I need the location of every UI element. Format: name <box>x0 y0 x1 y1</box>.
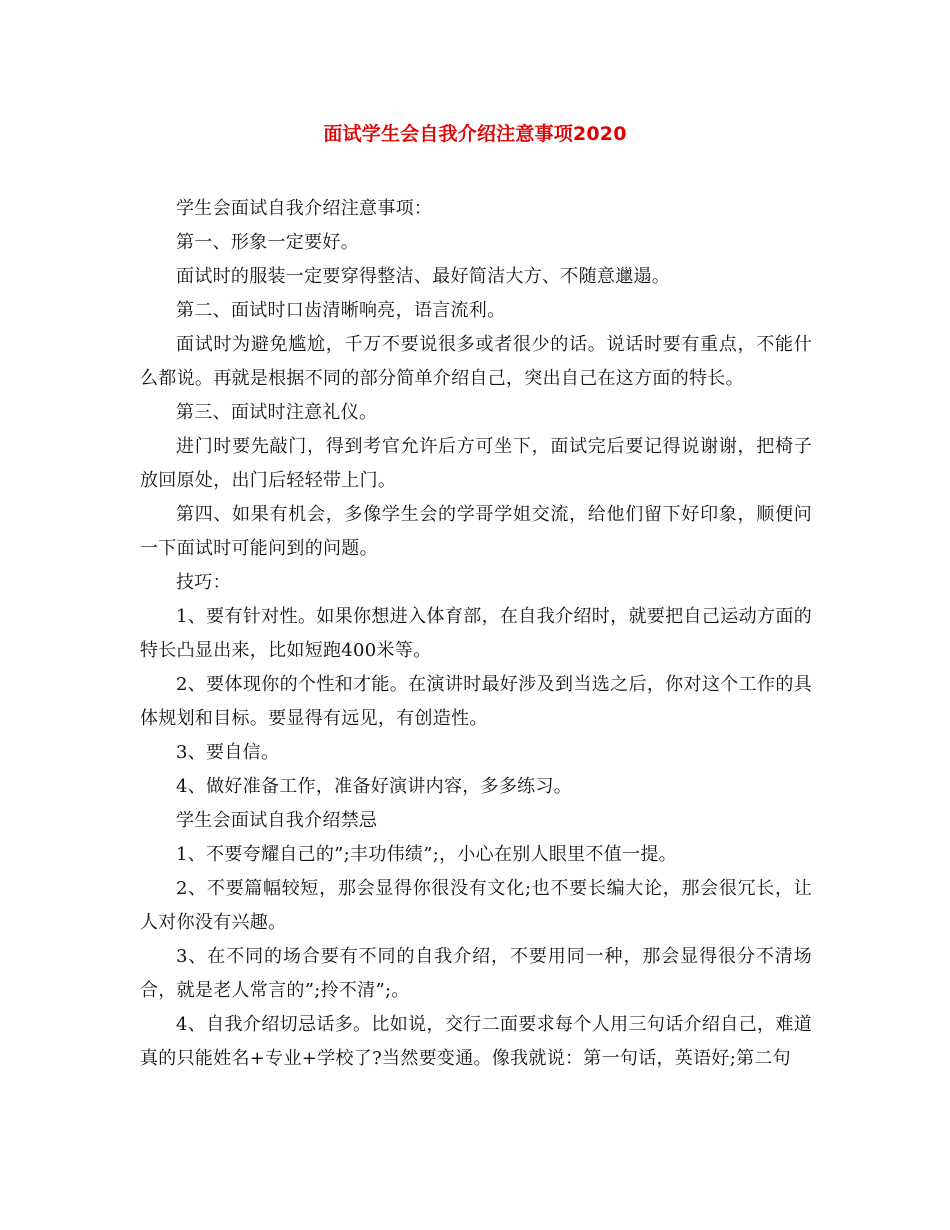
paragraph-tip-4: 4、做好准备工作，准备好演讲内容，多多练习。 <box>176 776 573 797</box>
paragraph-tip-1: 1、要有针对性。如果你想进入体育部，在自我介绍时，就要把自己运动方面的特长凸显出来，比如短跑400米等。 <box>140 606 812 661</box>
paragraph-taboo-3: 3、在不同的场合要有不同的自我介绍，不要用同一种，那会显得很分不清场合，就是老人常言的”;拎不清”;。 <box>140 946 812 1001</box>
paragraph-taboo-1: 1、不要夸耀自己的”;丰功伟绩”;，小心在别人眼里不值一提。 <box>176 844 677 865</box>
paragraph-point-1-detail: 面试时的服装一定要穿得整洁、最好简洁大方、不随意邋遢。 <box>176 266 671 287</box>
paragraph-point-2-detail: 面试时为避免尴尬，千万不要说很多或者很少的话。说话时要有重点，不能什么都说。再就是根据不同的部分简单介绍自己，突出自己在这方面的特长。 <box>140 334 812 389</box>
paragraph-taboo-4: 4、自我介绍切忌话多。比如说，交行二面要求每个人用三句话介绍自己，难道真的只能姓名+专业+学校了?当然要变通。像我就说：第一句话，英语好;第二句 <box>140 1014 812 1069</box>
paragraph-tip-3: 3、要自信。 <box>176 742 280 763</box>
paragraph-point-3-detail: 进门时要先敲门，得到考官允许后方可坐下，面试完后要记得说谢谢，把椅子放回原处，出门后轻轻带上门。 <box>140 436 812 491</box>
paragraph-tips-heading: 技巧： <box>176 572 231 593</box>
paragraph-point-1: 第一、形象一定要好。 <box>176 232 359 253</box>
paragraph-point-4: 第四、如果有机会，多像学生会的学哥学姐交流，给他们留下好印象，顺便问一下面试时可能问到的问题。 <box>140 504 812 559</box>
paragraph-taboo-heading: 学生会面试自我介绍禁忌 <box>176 810 378 831</box>
document-title: 面试学生会自我介绍注意事项2020 <box>323 123 627 145</box>
document-body <box>140 192 812 1076</box>
paragraph-point-2: 第二、面试时口齿清晰响亮，语言流利。 <box>176 300 506 321</box>
paragraph-intro: 学生会面试自我介绍注意事项： <box>176 198 433 219</box>
paragraph-tip-2: 2、要体现你的个性和才能。在演讲时最好涉及到当选之后，你对这个工作的具体规划和目标。要显得有远见，有创造性。 <box>140 674 812 729</box>
paragraph-taboo-2: 2、不要篇幅较短，那会显得你很没有文化;也不要长编大论，那会很冗长，让人对你没有兴趣。 <box>140 878 812 933</box>
paragraph-point-3: 第三、面试时注意礼仪。 <box>176 402 378 423</box>
